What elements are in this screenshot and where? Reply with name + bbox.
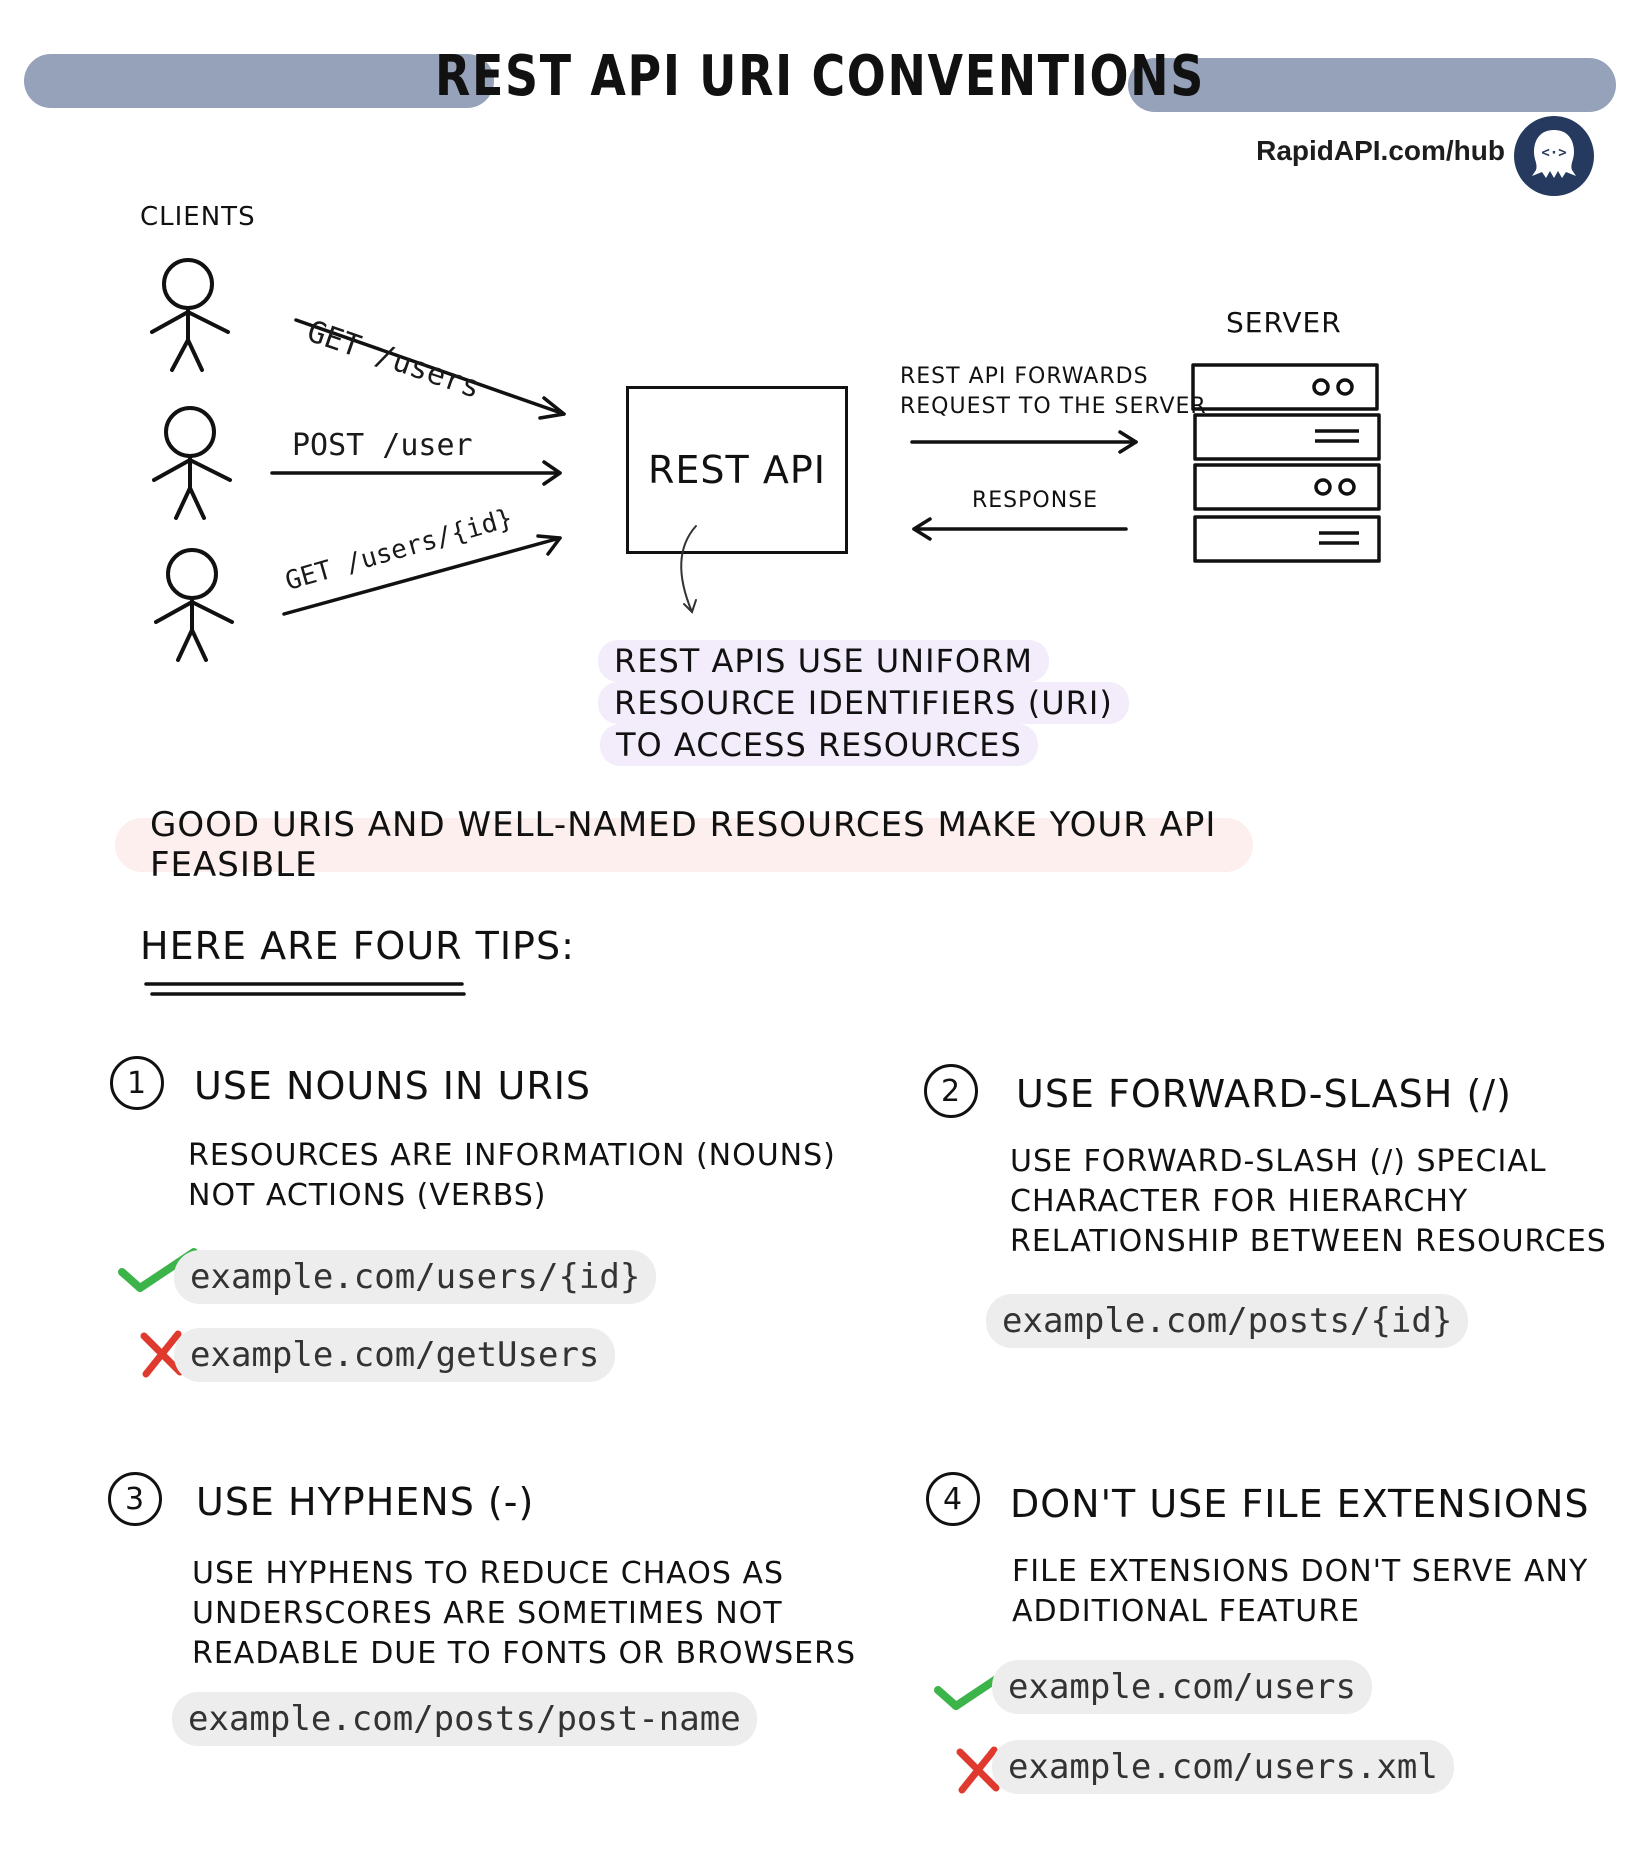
rest-api-label: REST API	[648, 448, 826, 492]
tip-4-bad-example: example.com/users.xml	[992, 1740, 1454, 1794]
note-line-3: TO ACCESS RESOURCES	[600, 724, 1038, 766]
tip-3-title: USE HYPHENS (-)	[196, 1480, 535, 1524]
request-get-users: GET /users	[302, 314, 485, 406]
forward-label	[900, 362, 1207, 422]
note-line-2: RESOURCE IDENTIFIERS (URI)	[598, 682, 1129, 724]
tip-4-description: FILE EXTENSIONS DON'T SERVE ANY ADDITIONAL FEATURE	[1012, 1554, 1589, 1629]
tip-3-example: example.com/posts/post-name	[172, 1692, 757, 1746]
response-arrow	[906, 515, 1146, 545]
clients-label: CLIENTS	[140, 202, 256, 232]
brand-link[interactable]: RapidAPI.com/hub	[1256, 135, 1505, 166]
tip-3-number: 3	[108, 1472, 162, 1526]
tip-1-good-example: example.com/users/{id}	[174, 1250, 656, 1304]
tips-heading-underline	[140, 978, 480, 1002]
tip-1-bad-example: example.com/getUsers	[174, 1328, 615, 1382]
tip-3-description: USE HYPHENS TO REDUCE CHAOS AS UNDERSCORES ARE SOMETIMES NOT READABLE DUE TO FONTS OR BROWSERS	[192, 1556, 857, 1671]
response-label: RESPONSE	[972, 488, 1099, 513]
octopus-logo-icon	[1514, 116, 1594, 196]
request-get-user-id: GET /users/{id}	[282, 503, 516, 597]
tips-heading: HERE ARE FOUR TIPS:	[140, 924, 575, 968]
tip-2-description: USE FORWARD-SLASH (/) SPECIAL CHARACTER FOR HIERARCHY RELATIONSHIP BETWEEN RESOURCES	[1010, 1144, 1607, 1259]
person-icon	[154, 408, 230, 518]
tip-4-title: DON'T USE FILE EXTENSIONS	[1010, 1482, 1590, 1526]
forward-label-line1: REST API FORWARDS	[900, 364, 1149, 389]
person-icon	[152, 260, 228, 370]
note-line-1: REST APIS USE UNIFORM	[598, 640, 1049, 682]
svg-text:<·>: <·>	[1541, 145, 1567, 161]
tip-1-description: RESOURCES ARE INFORMATION (NOUNS) NOT ACTIONS (VERBS)	[188, 1138, 836, 1213]
request-post-user: POST /user	[292, 428, 473, 463]
person-icon	[156, 550, 232, 660]
server-label: SERVER	[1226, 306, 1342, 339]
tip-2-number: 2	[924, 1064, 978, 1118]
note-pointer-arrow	[660, 520, 720, 620]
forward-arrow	[906, 428, 1146, 458]
tip-4-good-example: example.com/users	[992, 1660, 1372, 1714]
tip-1-title: USE NOUNS IN URIS	[194, 1064, 592, 1108]
client-figures	[140, 250, 250, 670]
page-title: REST API URI CONVENTIONS	[435, 44, 1205, 109]
tip-1-number: 1	[110, 1056, 164, 1110]
banner-text: GOOD URIS AND WELL-NAMED RESOURCES MAKE YOUR API FEASIBLE	[150, 805, 1217, 885]
tip-2-example: example.com/posts/{id}	[986, 1294, 1468, 1348]
tip-4-number: 4	[926, 1472, 980, 1526]
forward-label-line2: REQUEST TO THE SERVER	[900, 394, 1207, 419]
feasibility-banner	[115, 805, 1253, 885]
tip-2-title: USE FORWARD-SLASH (/)	[1016, 1072, 1512, 1116]
server-icon	[1185, 355, 1385, 575]
